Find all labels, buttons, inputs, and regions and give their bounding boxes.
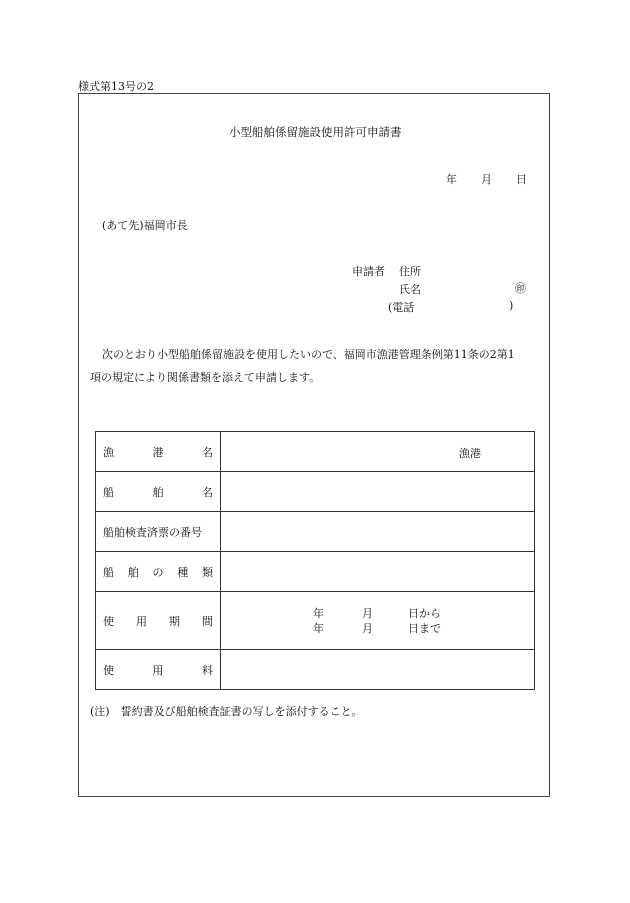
label-char: 種 [177,565,189,579]
label-char: 料 [202,663,213,677]
to-suffix: 日まで [408,621,441,635]
label-char: 舶 [152,485,164,499]
label-cell [96,592,221,650]
table-row-period [96,592,535,650]
from-suffix: 日から [408,606,441,620]
label-char: 使 [103,663,114,677]
table-row-vessel-name [96,472,535,512]
period-cell[interactable] [221,592,535,650]
port-suffix: 漁港 [459,447,481,460]
port-value-cell[interactable] [221,432,535,472]
period-block [221,605,534,637]
label-text: 船舶検査済票の番号 [103,525,202,539]
label-cell [96,432,221,472]
label-char: 期 [169,614,180,628]
table-row-fee [96,650,535,690]
label-char: 名 [202,485,213,499]
label-cell [96,650,221,690]
label-char: 舶 [127,565,139,579]
table-row-vessel-type [96,552,535,592]
label-char: 類 [202,565,213,579]
label-char: 使 [103,614,114,628]
phone-open: (電話 [388,301,415,314]
date-day: 日 [516,173,527,186]
date-year: 年 [446,173,457,186]
label-char: 名 [202,445,213,459]
phone-close: ) [509,299,514,312]
label-char: 船 [103,485,114,499]
addressee: (あて先)福岡市長 [102,219,188,232]
vessel-name-cell[interactable] [221,472,535,512]
name-label: 氏名 [399,283,421,296]
label-char: 漁 [103,445,114,459]
body-line-2: 項の規定により関係書類を添えて申請します。 [90,371,321,384]
from-year: 年 [313,606,324,620]
label-cell [96,552,221,592]
to-month: 月 [362,621,373,635]
form-number: 様式第13号の2 [78,80,154,93]
fee-cell[interactable] [221,650,535,690]
label-char: 用 [136,614,147,628]
inspection-number-cell[interactable] [221,512,535,552]
from-month: 月 [362,606,373,620]
address-label: 住所 [399,265,421,278]
application-table [95,431,535,690]
label-char: 港 [152,445,164,459]
label-char: 用 [152,663,164,677]
seal-mark: ㊞ [515,282,526,295]
label-char: 間 [202,614,213,628]
note: (注) 誓約書及び船舶検査証書の写しを添付すること。 [90,705,363,718]
table-row-inspection-number [96,512,535,552]
label-char: 船 [103,565,114,579]
to-year: 年 [313,621,324,635]
table-row-port [96,432,535,472]
applicant-label: 申請者 [352,265,385,278]
body-line-1: 次のとおり小型船舶係留施設を使用したいので、福岡市漁港管理条例第11条の2第1 [102,348,515,361]
label-char: の [152,565,164,579]
vessel-type-cell[interactable] [221,552,535,592]
label-cell [96,512,221,552]
date-month: 月 [481,173,492,186]
label-cell [96,472,221,512]
form-title: 小型船舶係留施設使用許可申請書 [229,125,402,139]
